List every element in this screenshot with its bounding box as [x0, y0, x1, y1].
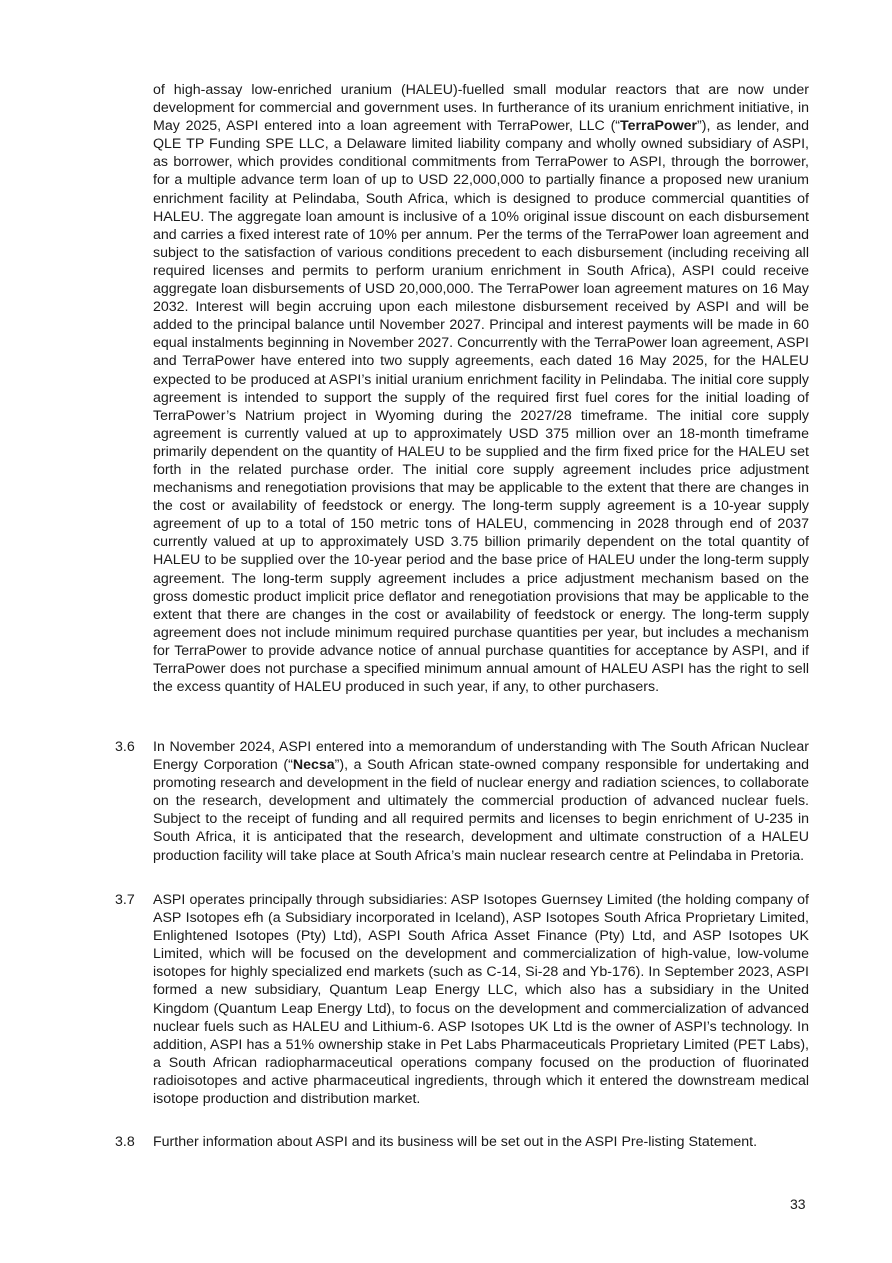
continuation-paragraph — [153, 81, 809, 696]
continuation-text-1: of high-assay low-enriched uranium (HALEU)-fuelled small modular reactors that are now under development for commercial and government uses. In furtherance of its uranium enrichment initiative, in May 2025, ASPI entered into a loan agreement with TerraPower, LLC (“ — [153, 82, 809, 135]
section-3-7-text: ASPI operates principally through subsidiaries: ASP Isotopes Guernsey Limited (the holding company of ASP Isotopes efh (a Subsidiary incorporated in Iceland), ASP Isotopes South Africa Proprietary Limited, Enlightened Isotopes (Pty) Ltd), ASPI South Africa Asset Finance (Pty) Ltd, and ASP Isotopes UK Limited, which will be focused on the development and commercialization of high-value, low-volume isotopes for highly specialized end markets (such as C-14, Si-28 and Yb-176). In September 2023, ASPI formed a new subsidiary, Quantum Leap Energy LLC, which also has a subsidiary in the United Kingdom (Quantum Leap Energy Ltd), to focus on the development and commercialization of advanced nuclear fuels such as HALEU and Lithium-6. ASP Isotopes UK Ltd is the owner of ASPI’s technology. In addition, ASPI has a 51% ownership stake in Pet Labs Pharmaceuticals Proprietary Limited (PET Labs), a South African radiopharmaceutical operations company focused on the production of fluorinated radioisotopes and active pharmaceutical ingredients, through which it entered the downstream medical isotope production and distribution market. — [153, 892, 809, 1108]
section-number-3-8: 3.8 — [115, 1134, 135, 1150]
section-3-8-paragraph — [153, 1133, 809, 1151]
section-3-7-paragraph — [153, 891, 809, 1108]
section-3-8-text: Further information about ASPI and its business will be set out in the ASPI Pre-listing Statement. — [153, 1134, 758, 1150]
continuation-text-2: ”), as lender, and QLE TP Funding SPE LLC, a Delaware limited liability company and wholly owned subsidiary of ASPI, as borrower, which provides conditional commitments from TerraPower to ASPI, through the borrower, for a multiple advance term loan of up to USD 22,000,000 to partially finance a proposed new uranium enrichment facility at Pelindaba, South Africa, which is designed to produce commercial quantities of HALEU. The aggregate loan amount is inclusive of a 10% original issue discount on each disbursement and carries a fixed interest rate of 10% per annum. Per the terms of the TerraPower loan agreement and subject to the satisfaction of various conditions precedent to each disbursement (including receiving all required licenses and permits to perform uranium enrichment in South Africa), ASPI could receive aggregate loan disbursements of USD 20,000,000. The TerraPower loan agreement matures on 16 May 2032. Interest will begin accruing upon each milestone disbursement received by ASPI and will be added to the principal balance until November 2027. Principal and interest payments will be made in 60 equal instalments beginning in November 2027. Concurrently with the TerraPower loan agreement, ASPI and TerraPower have entered into two supply agreements, each dated 16 May 2025, for the HALEU expected to be produced at ASPI’s initial uranium enrichment facility in Pelindaba. The initial core supply agreement is intended to support the supply of the required first fuel cores for the initial loading of TerraPower’s Natrium project in Wyoming during the 2027/28 timeframe. The initial core supply agreement is currently valued at up to approximately USD 375 million over an 18-month timeframe primarily dependent on the quantity of HALEU to be supplied and the firm fixed price for the HALEU set forth in the related purchase order. The initial core supply agreement includes price adjustment mechanisms and renegotiation provisions that may be applicable to the extent that there are changes in the cost or availability of feedstock or energy. The long-term supply agreement is a 10-year supply agreement of up to a total of 150 metric tons of HALEU, commencing in 2028 through end of 2037 currently valued at up to approximately USD 3.75 billion primarily dependent on the total quantity of HALEU to be supplied over the 10-year period and the base price of HALEU under the long-term supply agreement. The long-term supply agreement includes a price adjustment mechanism based on the gross domestic product implicit price deflator and renegotiation provisions that may be applicable to the extent that there are changes in the cost or availability of feedstock or energy. The long-term supply agreement does not include minimum required purchase quantities per year, but includes a mechanism for TerraPower to provide advance notice of annual purchase quantities for acceptance by ASPI, and if TerraPower does not purchase a specified minimum annual amount of HALEU ASPI has the right to sell the excess quantity of HALEU produced in such year, if any, to other purchasers. — [153, 118, 810, 696]
section-3-6-text-1: In November 2024, ASPI entered into a memorandum of understanding with The South African Nuclear Energy Corporation (“ — [153, 739, 809, 774]
defined-term-terrapower: TerraPower — [620, 118, 698, 135]
section-3-6-paragraph — [153, 738, 809, 865]
defined-term-necsa: Necsa — [292, 757, 335, 774]
section-number-3-6: 3.6 — [115, 739, 135, 755]
section-number-3-7: 3.7 — [115, 892, 135, 908]
section-3-6-text-2: ”), a South African state-owned company responsible for undertaking and promoting research and development in the field of nuclear energy and radiation sciences, to collaborate on the research, development and ultimately the commercial production of advanced nuclear fuels. Subject to the receipt of funding and all required permits and licenses to begin enrichment of U-235 in South Africa, it is anticipated that the research, development and ultimate construction of a HALEU production facility will take place at South Africa’s main nuclear research centre at Pelindaba in Pretoria. — [153, 757, 809, 864]
page-number: 33 — [790, 1196, 806, 1212]
